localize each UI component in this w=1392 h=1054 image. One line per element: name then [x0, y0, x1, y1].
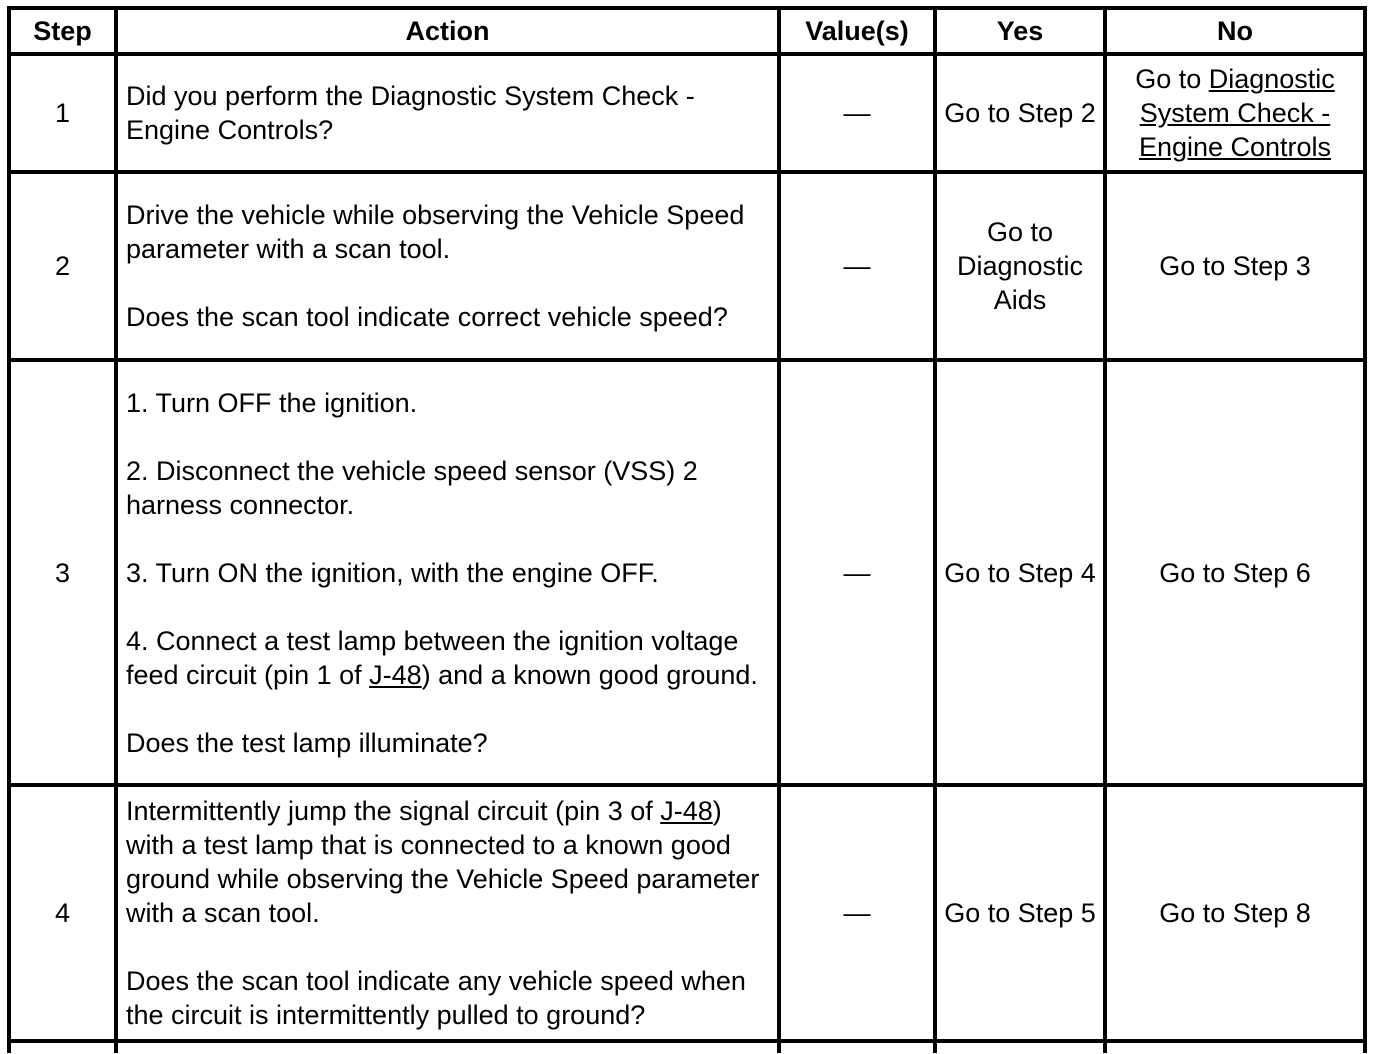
- step-number: 4: [9, 785, 116, 1041]
- header-action: Action: [116, 8, 779, 54]
- action-text-post: ) with a test lamp that is connected to a known good ground while observing the Vehicle Speed parameter with a scan tool.: [126, 796, 760, 928]
- action-text: Drive the vehicle while observing the Vehicle Speed parameter with a scan tool.: [126, 200, 745, 264]
- action-cell: [116, 785, 779, 1041]
- diagnostic-table: [7, 6, 1367, 1053]
- step-number: 1: [9, 54, 116, 172]
- header-no: No: [1105, 8, 1365, 54]
- table-row: [9, 54, 1365, 172]
- cut-cell: [116, 1041, 779, 1053]
- action-text: [126, 794, 769, 930]
- step-number: 3: [9, 360, 116, 785]
- action-cell: [116, 172, 779, 360]
- yes-cell: Go to Diagnostic Aids: [935, 172, 1105, 360]
- action-text: [126, 624, 769, 692]
- table-row: [9, 172, 1365, 360]
- step-number: 2: [9, 172, 116, 360]
- cut-cell: [935, 1041, 1105, 1053]
- table-row: [9, 785, 1365, 1041]
- yes-cell: Go to Step 2: [935, 54, 1105, 172]
- action-question: Does the scan tool indicate any vehicle speed when the circuit is intermittently pulled to ground?: [126, 966, 746, 1030]
- action-question: Does the test lamp illuminate?: [126, 727, 488, 758]
- no-cell: [1105, 54, 1365, 172]
- header-yes: Yes: [935, 8, 1105, 54]
- j-48-link[interactable]: J-48: [660, 796, 713, 826]
- header-values: Value(s): [779, 8, 935, 54]
- action-text-pre: Intermittently jump the signal circuit (pin 3 of: [126, 796, 661, 826]
- value-cell: —: [779, 172, 935, 360]
- value-cell: —: [779, 360, 935, 785]
- action-cell: [116, 54, 779, 172]
- no-cell: Go to Step 6: [1105, 360, 1365, 785]
- j-48-link[interactable]: J-48: [369, 659, 422, 690]
- diagnostic-system-check-link[interactable]: Diagnostic System Check - Engine Controls: [1138, 64, 1335, 162]
- action-text: 2. Disconnect the vehicle speed sensor (VSS) 2 harness connector.: [126, 455, 698, 520]
- yes-cell: Go to Step 5: [935, 785, 1105, 1041]
- value-cell: —: [779, 785, 935, 1041]
- header-step: Step: [9, 8, 116, 54]
- cut-cell: [1105, 1041, 1365, 1053]
- action-text-post: ) and a known good ground.: [421, 659, 758, 690]
- action-text: 3. Turn ON the ignition, with the engine OFF.: [126, 557, 659, 588]
- table-row: [9, 360, 1365, 785]
- action-text: Did you perform the Diagnostic System Check - Engine Controls?: [126, 81, 695, 145]
- action-text: 1. Turn OFF the ignition.: [126, 387, 418, 418]
- table-row-cut: [9, 1041, 1365, 1053]
- yes-cell: Go to Step 4: [935, 360, 1105, 785]
- action-text-pre: 4. Connect a test lamp between the ignition voltage feed circuit (pin 1 of: [126, 625, 739, 690]
- no-prefix: Go to: [1135, 64, 1209, 94]
- action-question: Does the scan tool indicate correct vehicle speed?: [126, 302, 728, 332]
- cut-cell: [779, 1041, 935, 1053]
- value-cell: —: [779, 54, 935, 172]
- table-header-row: [9, 8, 1365, 54]
- action-cell: [116, 360, 779, 785]
- cut-cell: [9, 1041, 116, 1053]
- no-cell: Go to Step 8: [1105, 785, 1365, 1041]
- no-cell: Go to Step 3: [1105, 172, 1365, 360]
